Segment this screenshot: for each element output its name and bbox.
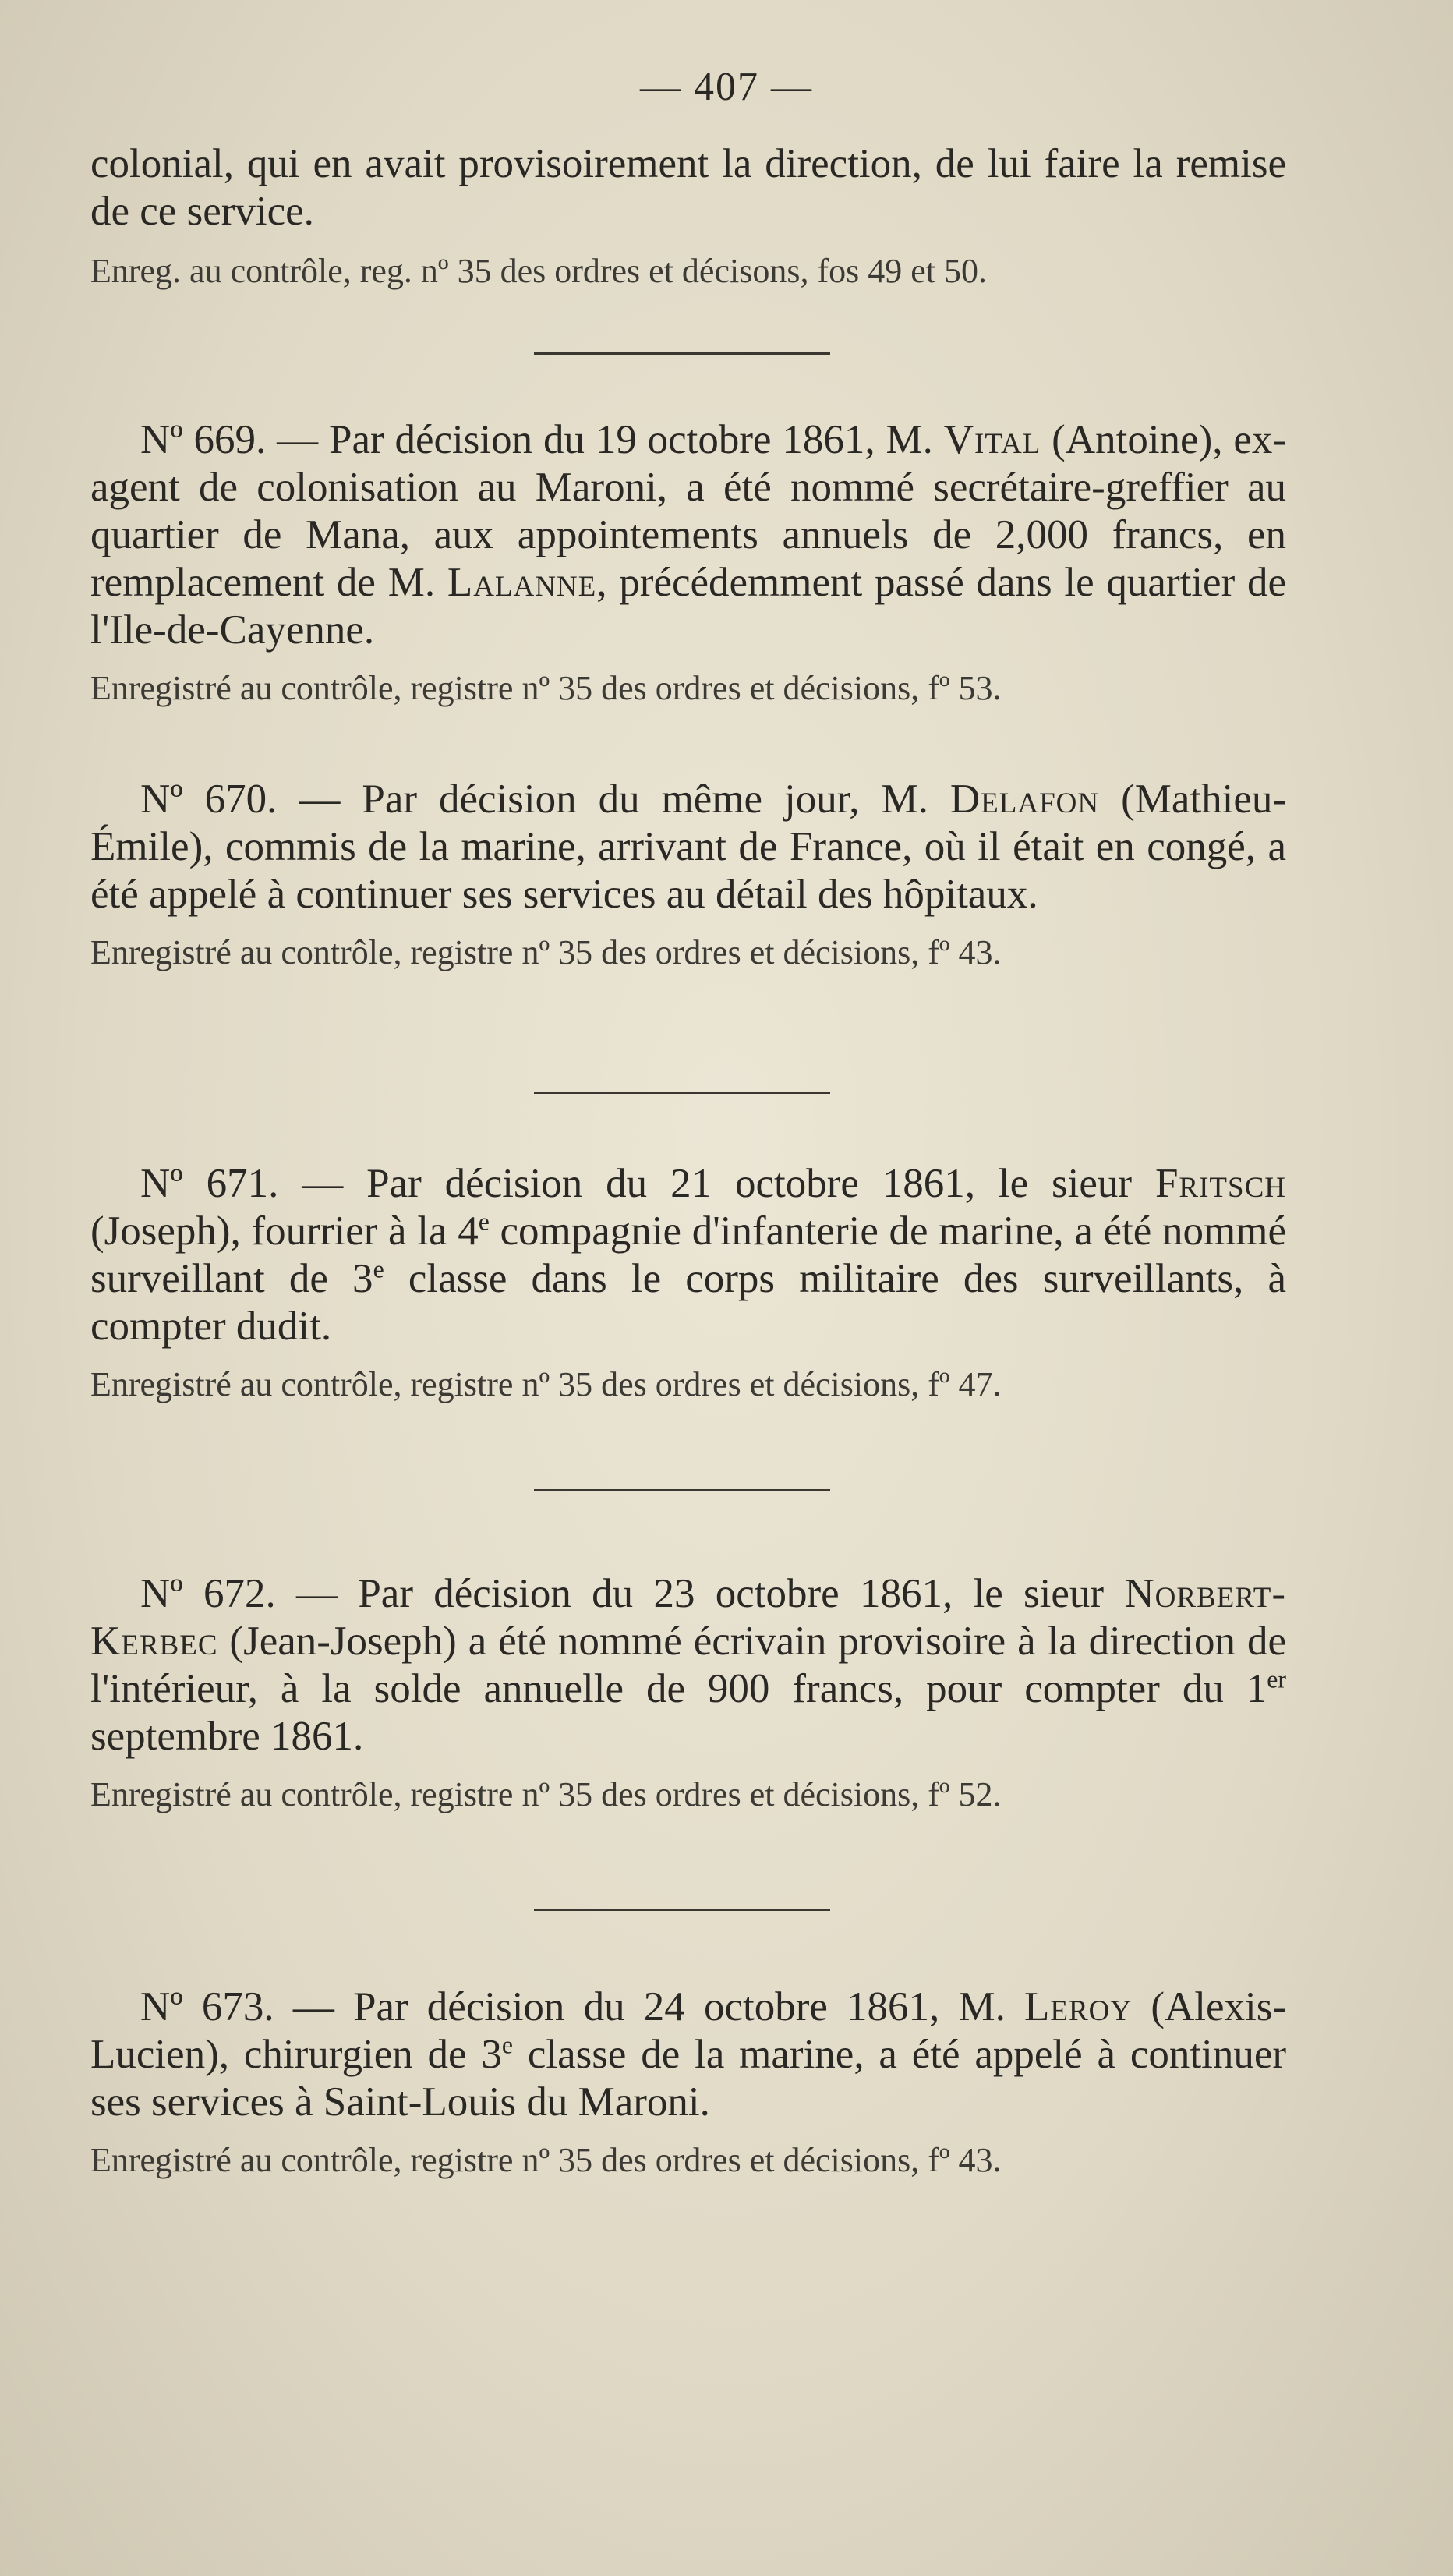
entry-number: Nº 670. <box>140 777 278 822</box>
separator-rule <box>534 1909 830 1911</box>
ordinal-superscript: e <box>373 1255 384 1283</box>
entry-text-pre: — Par décision du 21 octobre 1861, le sieur <box>278 1161 1155 1206</box>
intro-block <box>90 140 1286 292</box>
entry-number: Nº 669. <box>140 417 267 462</box>
entry-text <box>90 776 1286 918</box>
entry-number: Nº 672. <box>140 1571 276 1616</box>
entry-672 <box>90 1570 1286 1815</box>
page-number: — 407 — <box>640 65 813 109</box>
person-name: Fritsch <box>1154 1161 1287 1206</box>
entry-text-post-b: septembre 1861. <box>90 1714 364 1759</box>
entry-673 <box>90 1983 1286 2181</box>
entry-text <box>90 1570 1286 1760</box>
entry-text-pre: — Par décision du même jour, M. <box>277 777 950 822</box>
entry-text-post-2: , précédemment passé dans le quartier de l'Ile-de-Cayenne. <box>90 560 1286 653</box>
entry-671 <box>90 1160 1286 1405</box>
entry-text-post-a: (Jean-Joseph) a été nommé écrivain provisoire à la direction de l'intérieur, à la solde annuelle de 900 francs, pour compter du 1 <box>90 1619 1286 1711</box>
entry-669 <box>90 416 1286 709</box>
entry-text-post-a: (Alexis-Lucien), chirurgien de 3 <box>90 1984 1286 2077</box>
person-name: Leroy <box>1024 1984 1133 2029</box>
separator-rule <box>534 1489 830 1491</box>
entry-number: Nº 673. <box>140 1984 274 2029</box>
entry-registry: Enregistré au contrôle, registre nº 35 des ordres et décisions, fº 52. <box>90 1775 1002 1813</box>
entry-text-post-c: classe dans le corps militaire des surveillants, à compter dudit. <box>90 1256 1286 1349</box>
intro-registry: Enreg. au contrôle, reg. nº 35 des ordres et décisons, fos 49 et 50. <box>90 252 987 290</box>
entry-text-pre: — Par décision du 24 octobre 1861, M. <box>274 1984 1025 2029</box>
person-name-2: Lalanne <box>447 560 597 605</box>
person-name: Norbert-Kerbec <box>90 1571 1286 1664</box>
entry-registry: Enregistré au contrôle, registre nº 35 des ordres et décisions, fº 47. <box>90 1365 1002 1403</box>
entry-text <box>90 1160 1286 1350</box>
entry-text <box>90 1983 1286 2126</box>
ordinal-superscript: e <box>478 1208 490 1236</box>
entry-registry: Enregistré au contrôle, registre nº 35 des ordres et décisions, fº 43. <box>90 2141 1002 2179</box>
entry-text-post-b: compagnie d'infanterie de marine, a été nommé surveillant de 3 <box>90 1208 1286 1301</box>
entry-text-post: (Mathieu-Émile), commis de la marine, arrivant de France, où il était en congé, a été appelé à continuer ses services au détail des hôpitaux. <box>90 777 1286 917</box>
ordinal-superscript: e <box>501 2031 514 2059</box>
person-name: Delafon <box>949 777 1100 822</box>
ordinal-superscript: er <box>1267 1665 1286 1693</box>
separator-rule <box>534 352 830 355</box>
entry-text-post-a: (Joseph), fourrier à la 4 <box>90 1208 479 1254</box>
entry-text-post-b: classe de la marine, a été appelé à continuer ses services à Saint-Louis du Maroni. <box>90 2032 1286 2125</box>
entry-text-post: (Antoine), ex-agent de colonisation au Maroni, a été nommé secrétaire-greffier au quartier de Mana, aux appointements annuels de 2,000 francs, en remplacement de M. <box>90 417 1286 605</box>
entry-text <box>90 416 1286 654</box>
entry-registry: Enregistré au contrôle, registre nº 35 des ordres et décisions, fº 53. <box>90 669 1002 707</box>
intro-text: colonial, qui en avait provisoirement la direction, de lui faire la remise de ce service. <box>90 141 1286 234</box>
entry-registry: Enregistré au contrôle, registre nº 35 des ordres et décisions, fº 43. <box>90 933 1002 971</box>
entry-number: Nº 671. <box>140 1161 279 1206</box>
person-name: Vital <box>943 417 1041 462</box>
entry-670 <box>90 776 1286 973</box>
entry-text-pre: — Par décision du 23 octobre 1861, le sieur <box>275 1571 1125 1616</box>
entry-text-pre: — Par décision du 19 octobre 1861, M. <box>266 417 944 462</box>
separator-rule <box>534 1092 830 1094</box>
